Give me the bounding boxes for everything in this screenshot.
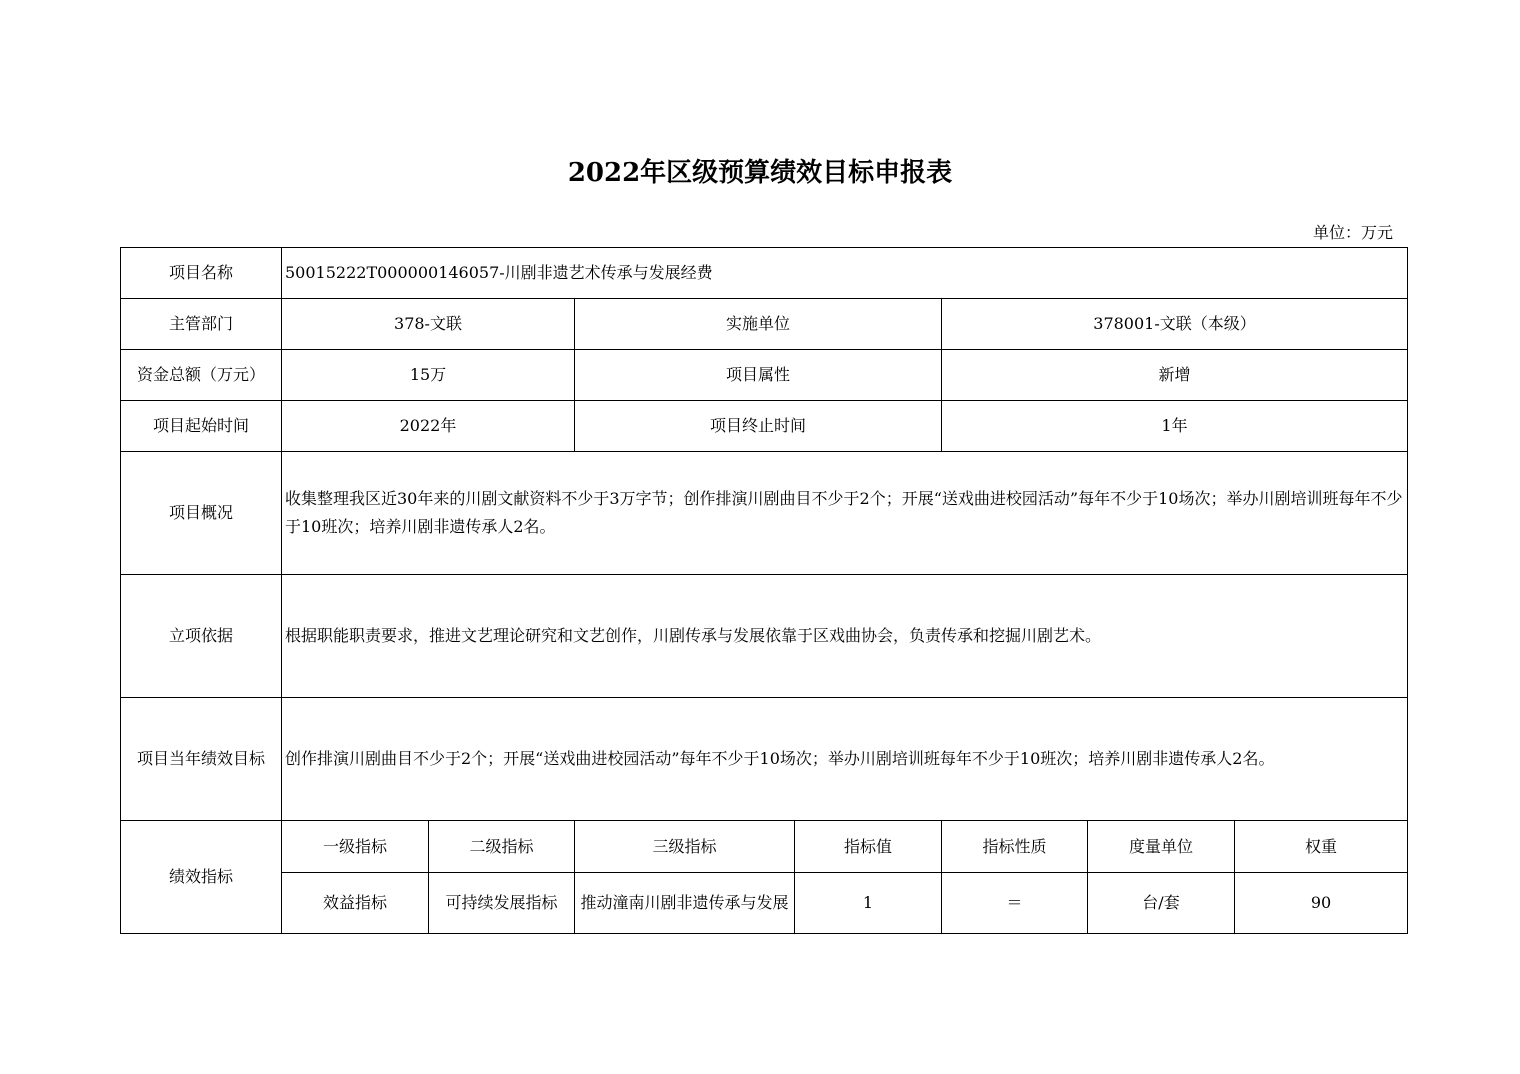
- indicator-cell: 效益指标: [282, 873, 429, 934]
- project-name-value: 50015222T000000146057-川剧非遗艺术传承与发展经费: [282, 248, 1408, 299]
- implementer-value: 378001-文联（本级）: [942, 299, 1408, 350]
- indicator-header: 指标性质: [942, 821, 1088, 873]
- row-overview: [121, 452, 1408, 575]
- overview-value: 收集整理我区近30年来的川剧文献资料不少于3万字节；创作排演川剧曲目不少于2个；开展“送戏曲进校园活动”每年不少于10场次；举办川剧培训班每年不少于10班次；培养川剧非遗传承人2名。: [282, 452, 1408, 575]
- start-time-value: 2022年: [282, 401, 575, 452]
- funds-value: 15万: [282, 350, 575, 401]
- end-time-label: 项目终止时间: [575, 401, 942, 452]
- row-funds: [121, 350, 1408, 401]
- indicator-header-row: [121, 821, 1408, 873]
- indicators-label: 绩效指标: [121, 821, 282, 934]
- funds-label: 资金总额（万元）: [121, 350, 282, 401]
- indicator-cell: 可持续发展指标: [429, 873, 575, 934]
- attribute-value: 新增: [942, 350, 1408, 401]
- row-department: [121, 299, 1408, 350]
- attribute-label: 项目属性: [575, 350, 942, 401]
- budget-form-table: [120, 247, 1408, 934]
- goal-value: 创作排演川剧曲目不少于2个；开展“送戏曲进校园活动”每年不少于10场次；举办川剧培训班每年不少于10班次；培养川剧非遗传承人2名。: [282, 698, 1408, 821]
- implementer-label: 实施单位: [575, 299, 942, 350]
- basis-label: 立项依据: [121, 575, 282, 698]
- indicator-cell: 1: [795, 873, 942, 934]
- row-project-name: [121, 248, 1408, 299]
- indicator-cell: 推动潼南川剧非遗传承与发展: [575, 873, 795, 934]
- indicator-header: 三级指标: [575, 821, 795, 873]
- row-goal: [121, 698, 1408, 821]
- department-label: 主管部门: [121, 299, 282, 350]
- end-time-value: 1年: [942, 401, 1408, 452]
- row-basis: [121, 575, 1408, 698]
- basis-value: 根据职能职责要求，推进文艺理论研究和文艺创作，川剧传承与发展依靠于区戏曲协会，负责传承和挖掘川剧艺术。: [282, 575, 1408, 698]
- row-time: [121, 401, 1408, 452]
- indicator-cell: 台/套: [1088, 873, 1235, 934]
- indicator-header: 度量单位: [1088, 821, 1235, 873]
- indicator-header: 一级指标: [282, 821, 429, 873]
- project-name-label: 项目名称: [121, 248, 282, 299]
- unit-label: 单位：万元: [1312, 223, 1393, 242]
- indicator-header: 权重: [1235, 821, 1408, 873]
- page-title: 2022年区级预算绩效目标申报表: [567, 158, 953, 188]
- overview-label: 项目概况: [121, 452, 282, 575]
- start-time-label: 项目起始时间: [121, 401, 282, 452]
- indicator-cell: 90: [1235, 873, 1408, 934]
- indicator-row: [121, 873, 1408, 934]
- department-value: 378-文联: [282, 299, 575, 350]
- goal-label: 项目当年绩效目标: [121, 698, 282, 821]
- indicator-cell: ＝: [942, 873, 1088, 934]
- indicator-header: 指标值: [795, 821, 942, 873]
- indicator-header: 二级指标: [429, 821, 575, 873]
